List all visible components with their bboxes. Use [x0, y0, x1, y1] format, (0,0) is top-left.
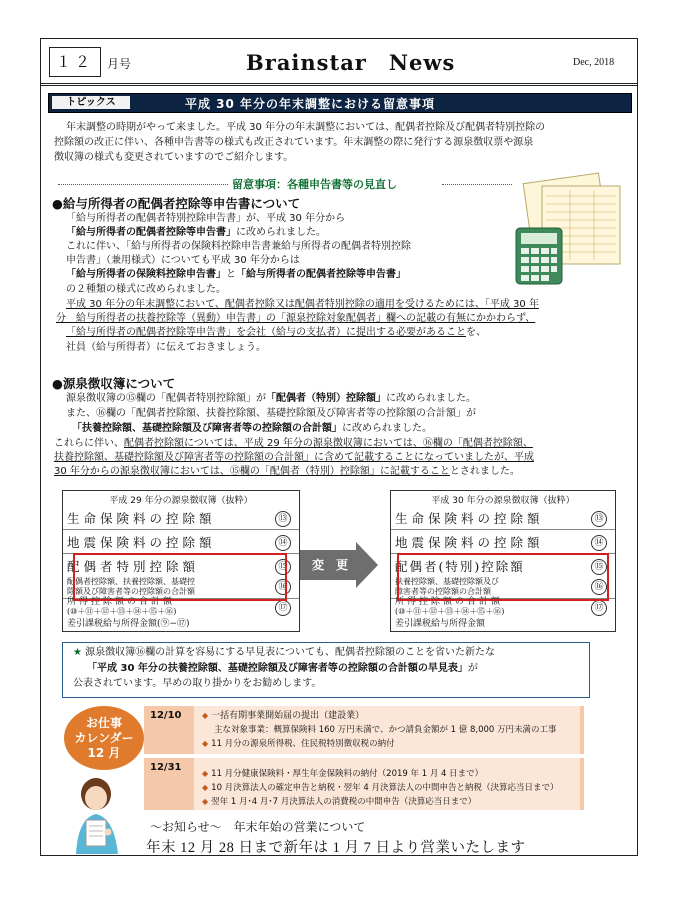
row-earthquake-insurance: 地震保険料の控除額 — [67, 535, 216, 550]
s1-text: を、 — [466, 327, 486, 338]
calendar-item: 11 月分の源泉所得税、住民税特別徴収税の納付 — [211, 739, 395, 749]
calendar-date: 12/10 — [150, 710, 182, 721]
bullet-icon: ◆ — [202, 711, 209, 720]
row-taxable-income: 差引課税給与所得金額 — [395, 619, 486, 629]
issue-date: Dec, 2018 — [573, 57, 615, 68]
s2-text: に改められました。 — [342, 423, 432, 434]
issue-label: 月号 — [107, 57, 132, 71]
calendar-item: 一括有期事業開始届の提出（建設業） — [211, 711, 365, 721]
masthead — [41, 39, 637, 86]
row-spouse-deduction: 配偶者(特別)控除額 — [395, 559, 525, 574]
circled-15: ⑮ — [275, 559, 291, 575]
s1-title: ●給与所得者の配偶者控除等申告書について — [52, 196, 301, 211]
calendar-items — [194, 706, 580, 754]
intro-line-1: 年末調整の時期がやって来ました。平成 30 年分の年末調整においては、配偶者控除及び配偶者特別控除の — [66, 122, 546, 133]
calendar-entry-1231 — [144, 758, 584, 810]
row-deduction-total-a: 扶養控除額、基礎控除額及び — [395, 577, 499, 586]
highlight-box-2017 — [73, 553, 287, 601]
bullet-icon: ◆ — [202, 769, 209, 778]
s2-text: これらに伴い、 — [54, 438, 124, 449]
intro-line-3: 徴収簿の様式も変更されていますのでご紹介します。 — [54, 152, 294, 163]
highlight-box-2018 — [397, 553, 609, 601]
s2-line-5: 扶養控除額、基礎控除額及び障害者等の控除額の合計額」に含めて記載することになっていましたが、平成 — [54, 452, 534, 463]
office-worker-illustration — [62, 774, 134, 854]
row-divider — [391, 529, 615, 530]
row-deduction-total-b: 障害者等の控除額の合計額 — [395, 587, 491, 596]
s1-text: と — [226, 269, 236, 280]
circled-15: ⑮ — [591, 559, 607, 575]
row-taxable-income: 差引課税給与所得金額(⑨−⑰) — [67, 619, 190, 629]
row-deduction-total-a: 配偶者控除額、扶養控除額、基礎控 — [67, 577, 195, 586]
bullet-icon: ◆ — [202, 739, 209, 748]
withholding-ledger-2017-excerpt — [62, 490, 300, 632]
topics-title: 平成 30 年分の年末調整における留意事項 — [185, 97, 436, 111]
row-spouse-special: 配偶者特別控除額 — [67, 559, 200, 574]
calendar-items — [194, 758, 580, 810]
holiday-notice-text: 年末 12 月 28 日まで新年は 1 月 7 日より営業いたします — [146, 840, 526, 856]
calendar-head-3: 12 月 — [87, 746, 121, 760]
s1-line-10: 社員（給与所得者）に伝えておきましょう。 — [66, 342, 266, 353]
circled-14: ⑭ — [591, 535, 607, 551]
row-deduction-total-b: 除額及び障害者等の控除額の合計額 — [67, 587, 195, 596]
excerpt-caption-2017: 平成 29 年分の源泉徴収簿（抜粋） — [109, 496, 253, 506]
s1-line-7: 平成 30 年分の年末調整において、配偶者控除又は配偶者特別控除の適用を受けるためには、「平成 30 年 — [66, 299, 539, 310]
s2-text: 源泉徴収簿の⑮欄の「配偶者特別控除額」が — [66, 393, 266, 404]
intro-line-2: 控除額の改正に伴い、各種申告書等の様式も改正されています。年末調整の際に発行する源泉徴収票や源泉 — [54, 137, 534, 148]
row-total-formula: (⑩＋⑪＋⑫＋⑬＋⑭＋⑮＋⑯) — [67, 607, 177, 616]
s1-text: に改められました。 — [236, 227, 326, 238]
s1-form-spouse: 「給与所得者の配偶者控除等申告書」 — [236, 269, 406, 280]
quick-reference-note — [62, 642, 590, 698]
s1-line-6: の２種類の様式に改められました。 — [66, 284, 226, 295]
circled-17: ⑰ — [275, 600, 291, 616]
issue-number: １２ — [49, 47, 101, 77]
bullet-icon: ◆ — [202, 797, 209, 806]
work-calendar-badge — [64, 706, 144, 770]
row-total-deductions: 所得控除額の合計額 — [67, 597, 176, 607]
holiday-notice-title: 〜お知らせ〜 年末年始の営業について — [150, 820, 366, 834]
withholding-ledger-2018-excerpt — [390, 490, 616, 632]
topics-tag: トピックス — [52, 96, 130, 109]
s1-line-8: 分 給与所得者の扶養控除等（異動）申告書」の「源泉控除対象配偶者」欄への記載の有無にかかわらず、 — [56, 313, 536, 324]
s2-line-2: また、⑯欄の「配偶者控除額、扶養控除額、基礎控除額及び障害者等の控除額の合計額」が — [66, 408, 476, 419]
circled-16: ⑯ — [591, 579, 607, 595]
s2-line-4: 配偶者控除額については、平成 29 年分の源泉徴収簿においては、⑯欄の「配偶者控除額、 — [124, 438, 533, 449]
star-icon: ★ — [73, 647, 82, 658]
s1-form-old: 「給与所得者の配偶者特別控除申告書」 — [66, 213, 246, 224]
row-divider — [63, 529, 299, 530]
s2-text: に改められました。 — [386, 393, 476, 404]
calendar-item: 10 月決算法人の確定申告と納税・翌年 4 月決算法人の中間申告と納税（決算応当日まで） — [211, 783, 559, 793]
s1-line-9: 「給与所得者の配偶者控除等申告書」を会社（給与の支払者）に提出する必要があること — [66, 327, 466, 338]
circled-17: ⑰ — [591, 600, 607, 616]
s1-line-4: 申告書」（兼用様式）についても平成 30 年分からは — [66, 255, 300, 266]
calendar-date: 12/31 — [150, 762, 182, 773]
bullet-icon: ◆ — [202, 783, 209, 792]
calendar-entry-1210 — [144, 706, 584, 754]
note-text: が — [467, 663, 478, 674]
row-total-deductions: 所得控除額の合計額 — [395, 597, 504, 607]
circled-13: ⑬ — [591, 511, 607, 527]
row-life-insurance: 生命保険料の控除額 — [67, 511, 216, 526]
change-arrow-label: 変 更 — [312, 558, 349, 572]
newsletter-title: Brainstar News — [246, 50, 456, 75]
note-line-3: 公表されています。早めの取り掛かりをお勧めします。 — [73, 678, 322, 689]
calendar-item: 11 月分健康保険料・厚生年金保険料の納付（2019 年 1 月 4 日まで） — [211, 769, 484, 779]
s2-text: とされました。 — [449, 466, 520, 477]
s1-form-new: 「給与所得者の配偶者控除等申告書」 — [66, 227, 236, 238]
row-earthquake-insurance: 地震保険料の控除額 — [395, 535, 544, 550]
calendar-head-2: カレンダー — [74, 731, 134, 745]
s1-text: が、平成 30 年分から — [246, 213, 346, 224]
forms-calculator-illustration — [512, 172, 632, 290]
dotted-divider-right — [442, 184, 512, 185]
excerpt-caption-2018: 平成 30 年分の源泉徴収簿（抜粋） — [431, 496, 575, 506]
note-line-1: 源泉徴収簿⑯欄の計算を容易にする早見表についても、配偶者控除額のことを省いた新たな — [85, 647, 495, 658]
row-life-insurance: 生命保険料の控除額 — [395, 511, 544, 526]
s2-title: ●源泉徴収簿について — [52, 376, 176, 391]
s2-line-6: 30 年分からの源泉徴収簿においては、⑮欄の「配偶者（特別）控除額」に記載すること — [54, 466, 450, 477]
circled-14: ⑭ — [275, 535, 291, 551]
calendar-item-detail: 主な対象事業：概算保険料 160 万円未満で、かつ請負金額が 1 億 8,000 万円未満の工事 — [214, 725, 557, 735]
dotted-divider-left — [58, 184, 228, 185]
section-heading: 留意事項：各種申告書等の見直し — [232, 178, 397, 191]
circled-13: ⑬ — [275, 511, 291, 527]
s2-new-label-16: 「扶養控除額、基礎控除額及び障害者等の控除額の合計額」 — [72, 423, 342, 434]
s1-line-3: これに伴い、「給与所得者の保険料控除申告書兼給与所得者の配偶者特別控除 — [66, 241, 411, 252]
calendar-head-1: お仕事 — [85, 716, 122, 730]
row-total-formula: (⑩＋⑪＋⑫＋⑬＋⑭＋⑮＋⑯) — [395, 607, 505, 616]
calendar-item: 翌年 1 月･4 月･7 月決算法人の消費税の中間申告（決算応当日まで） — [211, 797, 477, 807]
topics-bar — [48, 93, 632, 113]
circled-16: ⑯ — [275, 579, 291, 595]
s1-form-insurance: 「給与所得者の保険料控除申告書」 — [66, 269, 226, 280]
note-reference-title: 「平成 30 年分の扶養控除額、基礎控除額及び障害者等の控除額の合計額の早見表」 — [87, 663, 468, 674]
s2-new-label-15: 「配偶者（特別）控除額」 — [266, 393, 386, 404]
